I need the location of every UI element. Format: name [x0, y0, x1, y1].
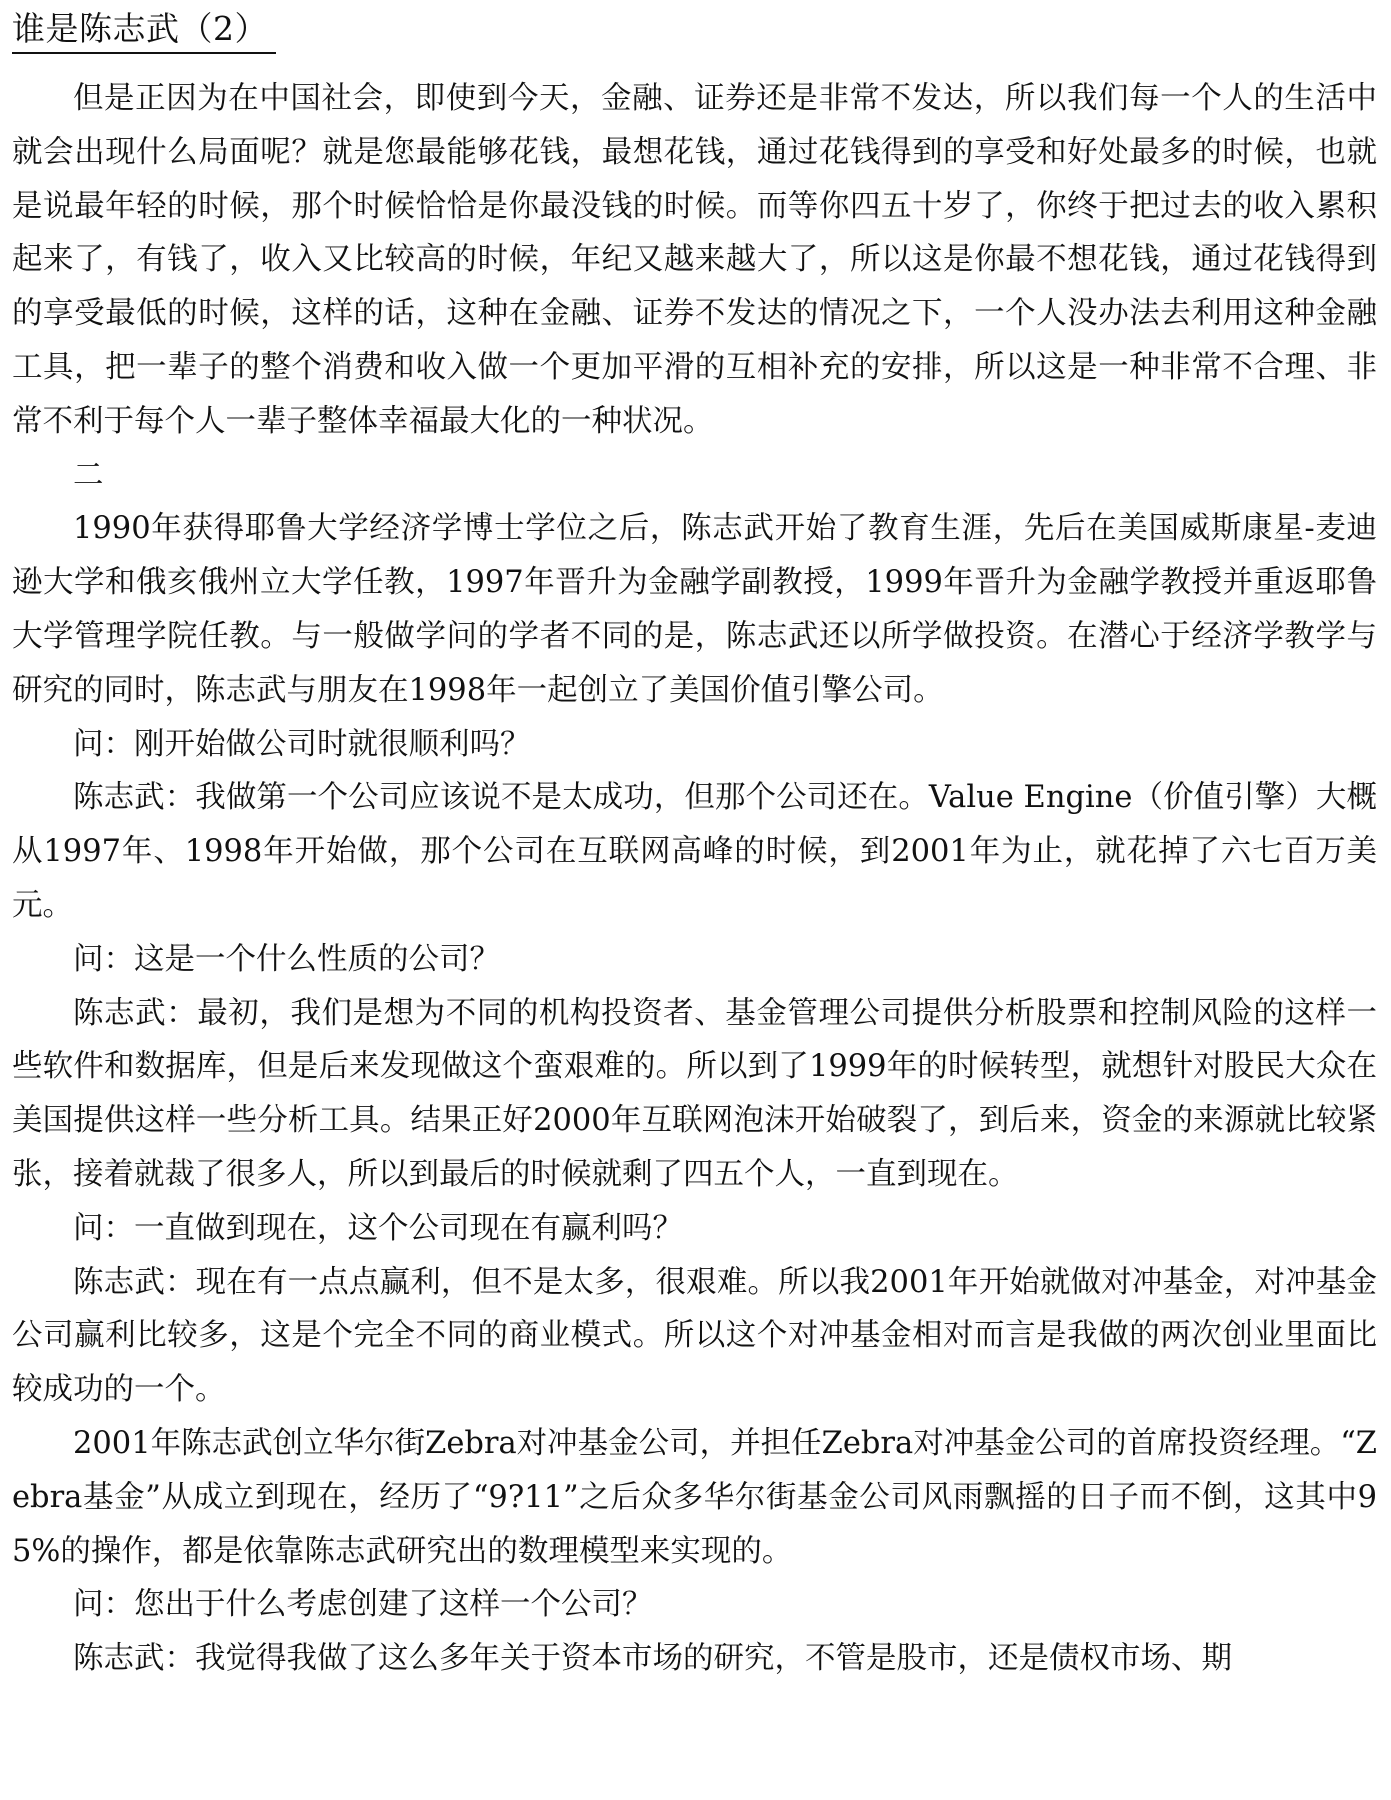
question: 问：刚开始做公司时就很顺利吗？ [73, 726, 531, 762]
question: 问：这是一个什么性质的公司？ [73, 941, 500, 977]
section-number: 二 [73, 457, 104, 493]
answer: 陈志武：我做第一个公司应该说不是太成功，但那个公司还在。Value Engine（价值引擎）大概从1997年、1998年开始做，那个公司在互联网高峰的时候，到2001年为止，就花掉了六七百万美元。 [12, 780, 1377, 923]
answer: 陈志武：我觉得我做了这么多年关于资本市场的研究，不管是股市，还是债权市场、期 [73, 1641, 1232, 1677]
paragraph: 但是正因为在中国社会，即使到今天，金融、证券还是非常不发达，所以我们每一个人的生活中就会出现什么局面呢？就是您最能够花钱，最想花钱，通过花钱得到的享受和好处最多的时候，也就是说最年轻的时候，那个时候恰恰是你最没钱的时候。而等你四五十岁了，你终于把过去的收入累积起来了，有钱了，收入又比较高的时候，年纪又越来越大了，所以这是你最不想花钱，通过花钱得到的享受最低的时候，这样的话，这种在金融、证券不发达的情况之下，一个人没办法去利用这种金融工具，把一辈子的整个消费和收入做一个更加平滑的互相补充的安排，所以这是一种非常不合理、非常不利于每个人一辈子整体幸福最大化的一种状况。 [12, 81, 1377, 439]
answer: 陈志武：现在有一点点赢利，但不是太多，很艰难。所以我2001年开始就做对冲基金，对冲基金公司赢利比较多，这是个完全不同的商业模式。所以这个对冲基金相对而言是我做的两次创业里面比较成功的一个。 [12, 1264, 1377, 1408]
paragraph: 2001年陈志武创立华尔街Zebra对冲基金公司，并担任Zebra对冲基金公司的首席投资经理。“Zebra基金”从成立到现在，经历了“9?11”之后众多华尔街基金公司风雨飘摇的日子而不倒，这其中95%的操作，都是依靠陈志武研究出的数理模型来实现的。 [12, 1425, 1377, 1569]
question: 问：您出于什么考虑创建了这样一个公司？ [73, 1587, 653, 1623]
answer: 陈志武：最初，我们是想为不同的机构投资者、基金管理公司提供分析股票和控制风险的这样一些软件和数据库，但是后来发现做这个蛮艰难的。所以到了1999年的时候转型，就想针对股民大众在美国提供这样一些分析工具。结果正好2000年互联网泡沫开始破裂了，到后来，资金的来源就比较紧张，接着就裁了很多人，所以到最后的时候就剩了四五个人，一直到现在。 [12, 995, 1377, 1192]
article-body [12, 72, 1377, 1686]
question: 问：一直做到现在，这个公司现在有赢利吗？ [73, 1210, 683, 1246]
title-underline [12, 8, 276, 54]
paragraph: 1990年获得耶鲁大学经济学博士学位之后，陈志武开始了教育生涯，先后在美国威斯康星-麦迪逊大学和俄亥俄州立大学任教，1997年晋升为金融学副教授，1999年晋升为金融学教授并重返耶鲁大学管理学院任教。与一般做学问的学者不同的是，陈志武还以所学做投资。在潜心于经济学教学与研究的同时，陈志武与朋友在1998年一起创立了美国价值引擎公司。 [12, 511, 1377, 708]
page-title: 谁是陈志武（2） [12, 9, 268, 48]
